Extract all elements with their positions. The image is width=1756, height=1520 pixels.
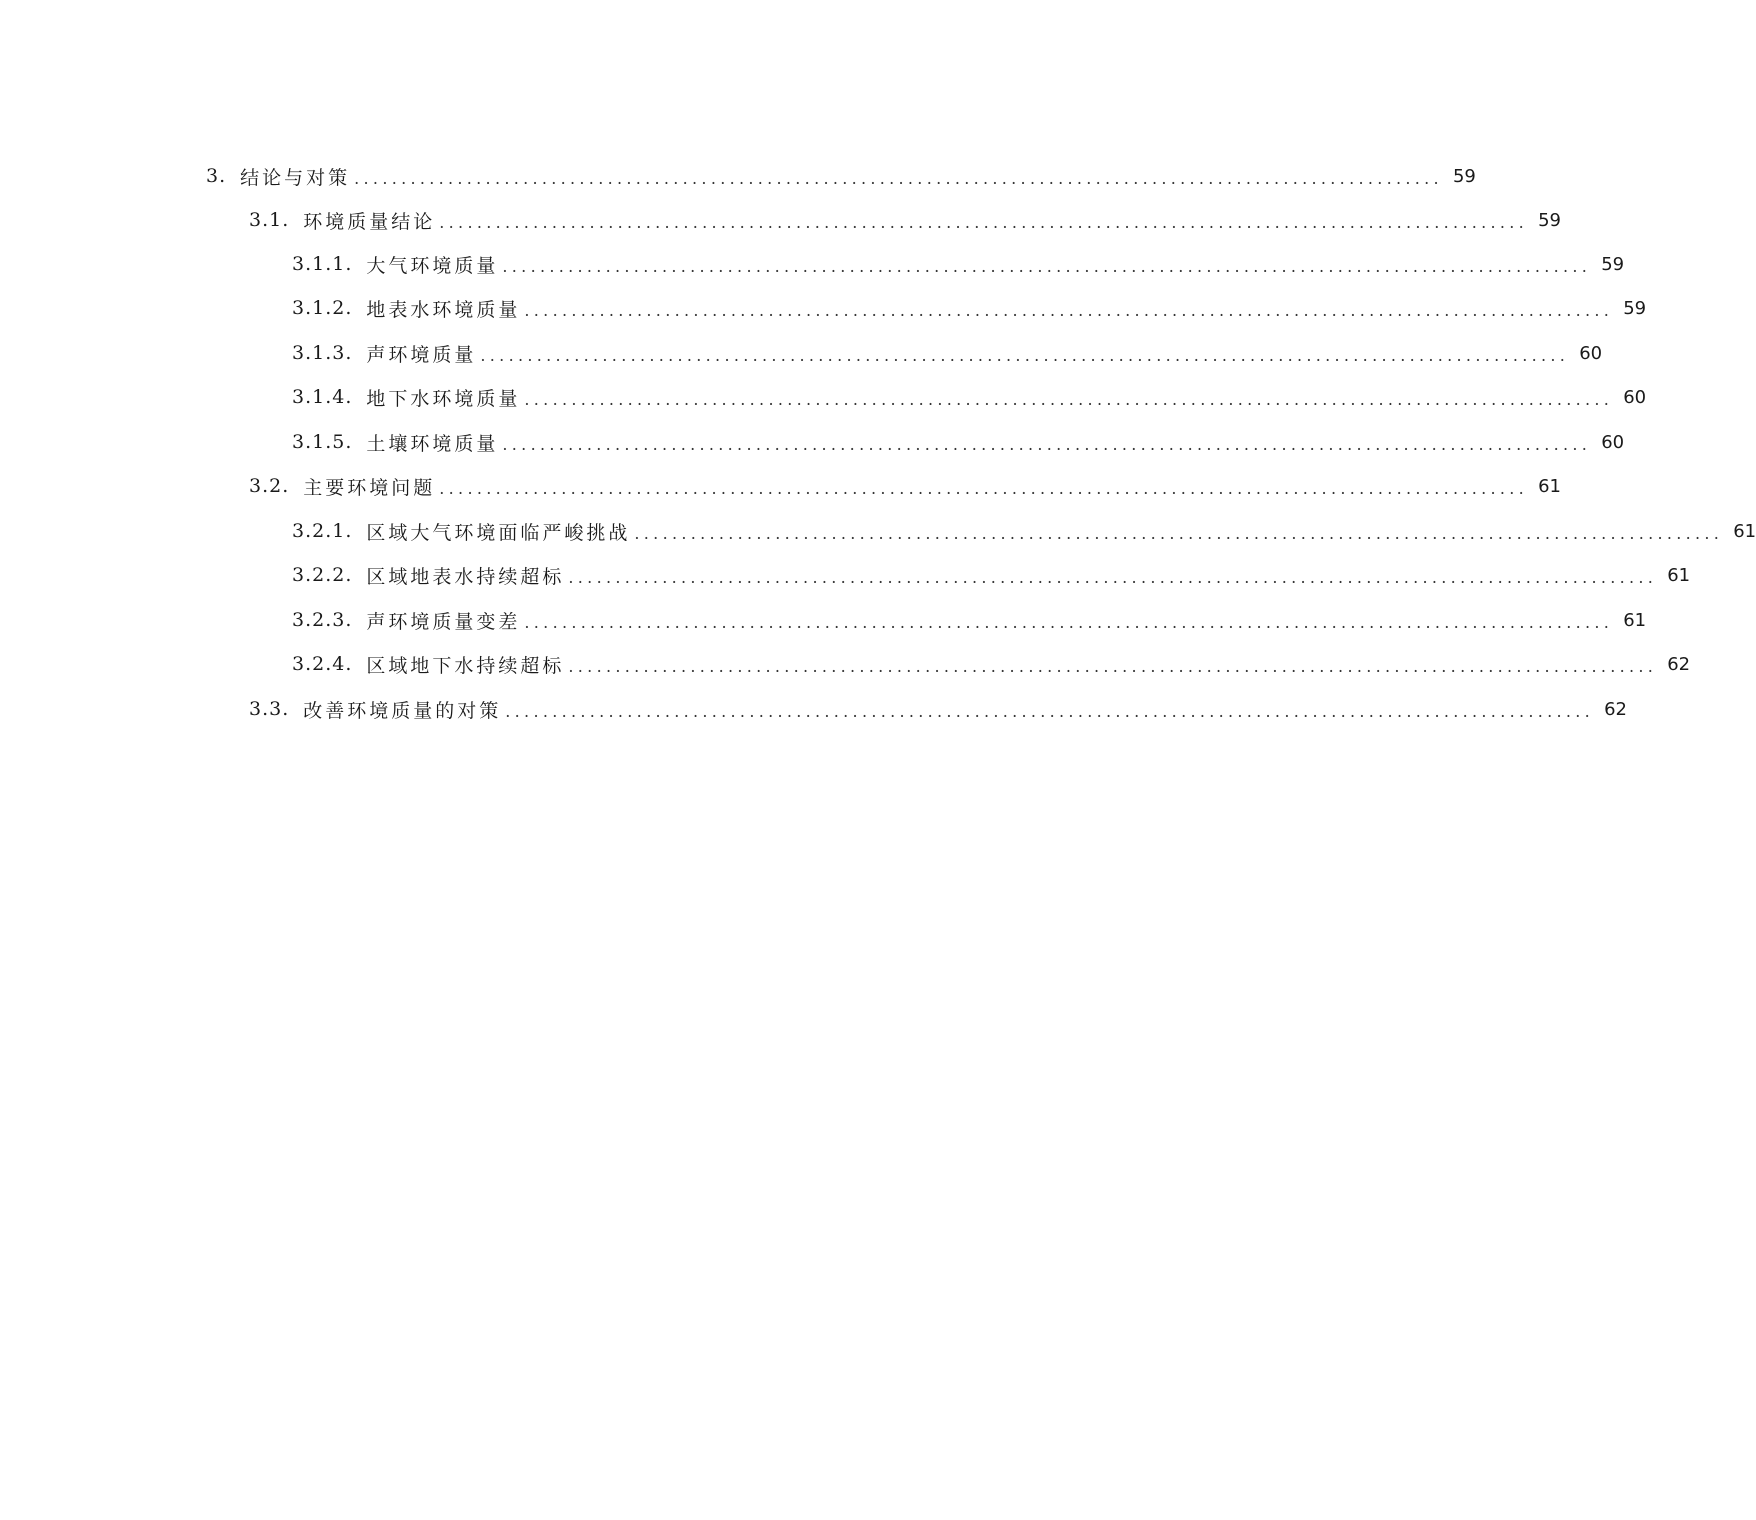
toc-dot-leader: ....................................................................................................................	[568, 567, 1658, 587]
toc-entry-title: 主要环境问题	[303, 476, 436, 499]
toc-entry-page: 61	[1538, 475, 1561, 497]
toc-entry-3-1[interactable]	[249, 198, 1561, 242]
toc-entry-page: 61	[1733, 520, 1756, 542]
toc-entry-title: 环境质量结论	[303, 210, 436, 233]
toc-entry-page: 59	[1623, 297, 1647, 319]
toc-entry-title: 改善环境质量的对策	[303, 699, 502, 722]
toc-entry-page: 59	[1538, 209, 1561, 231]
toc-entry-number: 3.2.1.	[292, 520, 353, 542]
toc-entry-number: 3.1.4.	[292, 386, 353, 408]
toc-entry-number: 3.2.3.	[292, 609, 353, 631]
toc-entry-number: 3.2.4.	[292, 653, 353, 675]
toc-entry-3-1-1[interactable]	[292, 242, 1625, 286]
toc-dot-leader: ....................................................................................................................	[634, 523, 1724, 543]
toc-entry-page: 60	[1623, 386, 1647, 408]
toc-entry-3-2-3[interactable]	[292, 598, 1647, 642]
toc-entry-page: 60	[1601, 431, 1625, 453]
toc-dot-leader: ....................................................................................................................	[524, 389, 1614, 409]
toc-dot-leader: ....................................................................................................................	[480, 345, 1570, 365]
toc-entry-title: 大气环境质量	[366, 254, 499, 277]
toc-entry-number: 3.1.3.	[292, 342, 353, 364]
toc-entry-3-2[interactable]	[249, 464, 1561, 508]
toc-entry-3[interactable]	[206, 154, 1476, 198]
toc-dot-leader: ....................................................................................................................	[502, 256, 1592, 276]
toc-dot-leader: ....................................................................................................................	[354, 168, 1443, 188]
toc-entry-title: 声环境质量变差	[366, 610, 521, 633]
toc-entry-title: 土壤环境质量	[366, 432, 499, 455]
toc-entry-page: 59	[1601, 253, 1625, 275]
toc-entry-page: 61	[1623, 609, 1647, 631]
toc-entry-title: 地下水环境质量	[366, 387, 521, 410]
toc-entry-number: 3.2.2.	[292, 564, 353, 586]
toc-entry-page: 61	[1667, 564, 1691, 586]
toc-entry-title: 区域地表水持续超标	[366, 565, 565, 588]
toc-entry-3-2-2[interactable]	[292, 553, 1691, 597]
toc-dot-leader: ....................................................................................................................	[439, 212, 1529, 232]
toc-entry-title: 声环境质量	[366, 343, 477, 366]
toc-entry-number: 3.	[206, 165, 227, 187]
toc-entry-title: 区域大气环境面临严峻挑战	[366, 521, 631, 544]
toc-entry-3-1-3[interactable]	[292, 331, 1603, 375]
toc-entry-page: 62	[1604, 698, 1627, 720]
toc-entry-number: 3.1.5.	[292, 431, 353, 453]
toc-entry-title: 区域地下水持续超标	[366, 654, 565, 677]
toc-entry-number: 3.2.	[249, 475, 290, 497]
toc-entry-3-1-2[interactable]	[292, 286, 1647, 330]
toc-entry-number: 3.3.	[249, 698, 290, 720]
toc-entry-title: 结论与对策	[240, 166, 351, 189]
toc-entry-number: 3.1.1.	[292, 253, 353, 275]
toc-entry-3-1-5[interactable]	[292, 420, 1625, 464]
toc-entry-3-1-4[interactable]	[292, 375, 1647, 419]
toc-entry-3-2-1[interactable]	[292, 509, 1756, 553]
toc-dot-leader: ....................................................................................................................	[568, 656, 1658, 676]
toc-entry-number: 3.1.	[249, 209, 290, 231]
toc-dot-leader: ....................................................................................................................	[439, 478, 1529, 498]
toc-entry-title: 地表水环境质量	[366, 298, 521, 321]
toc-entry-3-2-4[interactable]	[292, 642, 1691, 686]
toc-entry-page: 62	[1667, 653, 1691, 675]
toc-entry-number: 3.1.2.	[292, 297, 353, 319]
toc-dot-leader: ....................................................................................................................	[502, 434, 1592, 454]
toc-entry-page: 60	[1579, 342, 1603, 364]
toc-entry-3-3[interactable]	[249, 687, 1627, 731]
toc-entry-page: 59	[1452, 165, 1476, 187]
toc-dot-leader: ....................................................................................................................	[505, 701, 1595, 721]
toc-dot-leader: ....................................................................................................................	[524, 612, 1614, 632]
toc-dot-leader: ....................................................................................................................	[524, 300, 1614, 320]
